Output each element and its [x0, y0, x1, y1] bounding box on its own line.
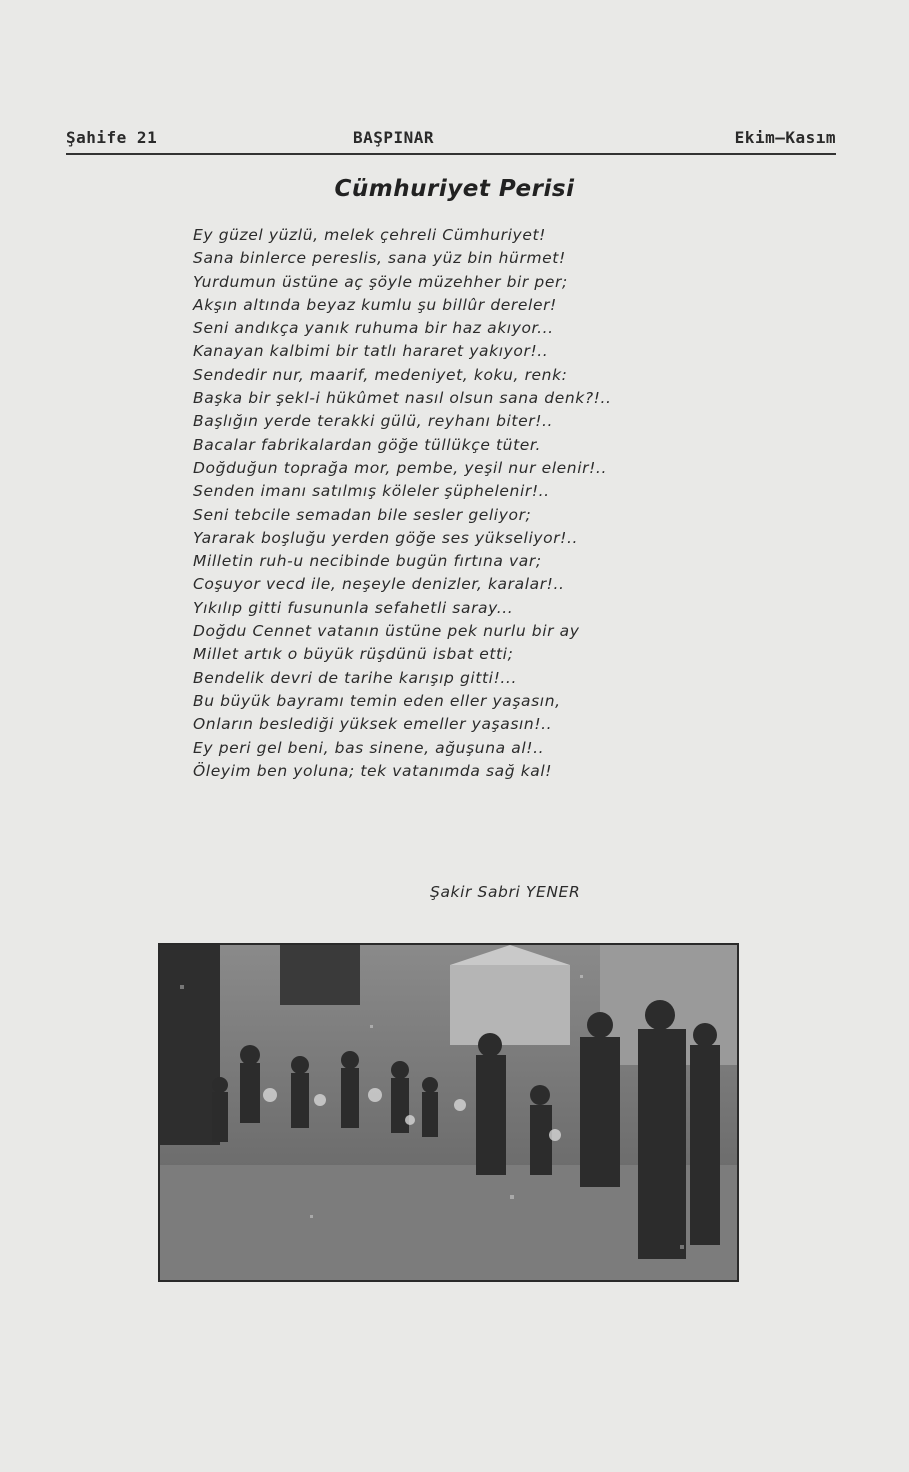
- poem-line: Seni tebcile semadan bile sesler geliyor;: [193, 505, 532, 524]
- poem-line: Başlığın yerde terakki gülü, reyhanı biter!..: [193, 412, 554, 431]
- poem-line: Öleyim ben yoluna; tek vatanımda sağ kal!: [193, 761, 553, 780]
- poem-author: Şakir Sabri YENER: [430, 883, 581, 901]
- poem-line: Millet artık o büyük rüşdünü isbat etti;: [193, 645, 514, 664]
- poem-line: Seni andıkça yanık ruhuma bir haz akıyor...: [193, 319, 554, 338]
- poem-line: Ey güzel yüzlü, melek çehreli Cümhuriyet!: [193, 226, 546, 244]
- photo-crowd-celebration: [158, 943, 739, 1282]
- poem-line: Bu büyük bayramı temin eden eller yaşasın,: [193, 691, 561, 710]
- poem-line: Milletin ruh-u necibinde bugün fırtına var;: [193, 552, 542, 571]
- page-header: [66, 128, 836, 154]
- poem-line: Doğdu Cennet vatanın üstüne pek nurlu bir ay: [193, 622, 580, 641]
- poem-line: Sana binlerce pereslis, sana yüz bin hürmet!: [193, 249, 566, 268]
- poem-title: Cümhuriyet Perisi: [334, 176, 575, 202]
- poem-line: Senden imanı satılmış köleler şüphelenir!..: [193, 482, 550, 501]
- poem-line: Onların beslediği yüksek emeller yaşasın!..: [193, 715, 553, 734]
- poem-line: Yurdumun üstüne aç şöyle müzehher bir per;: [193, 272, 568, 291]
- poem-line: Yıkılıp gitti fusununla sefahetli saray...: [193, 598, 514, 617]
- poem-line: Coşuyor vecd ile, neşeyle denizler, karalar!..: [193, 575, 565, 594]
- header-rule: [66, 153, 836, 155]
- poem-line: Bendelik devri de tarihe karışıp gitti!...: [193, 668, 517, 687]
- poem-line: Sendedir nur, maarif, medeniyet, koku, renk:: [193, 365, 568, 384]
- magazine-name: BAŞPINAR: [353, 128, 435, 147]
- poem-line: Ey peri gel beni, bas sinene, ağuşuna al!..: [193, 738, 545, 757]
- poem-line: Akşın altında beyaz kumlu şu billûr dereler!: [193, 295, 557, 314]
- issue-date: Ekim—Kasım: [734, 128, 836, 147]
- poem-line: Yararak boşluğu yerden göğe ses yükseliyor!..: [193, 528, 579, 547]
- poem-line: Başka bir şekl-i hükûmet nasıl olsun sana denk?!..: [193, 389, 612, 408]
- page-number: Şahife 21: [66, 128, 158, 147]
- poem-line: Doğduğun toprağa mor, pembe, yeşil nur elenir!..: [193, 458, 607, 477]
- poem-line: Bacalar fabrikalardan göğe tüllükçe tüter.: [193, 435, 541, 454]
- poem-line: Kanayan kalbimi bir tatlı hararet yakıyor!..: [193, 342, 549, 361]
- poem-body: [193, 224, 793, 783]
